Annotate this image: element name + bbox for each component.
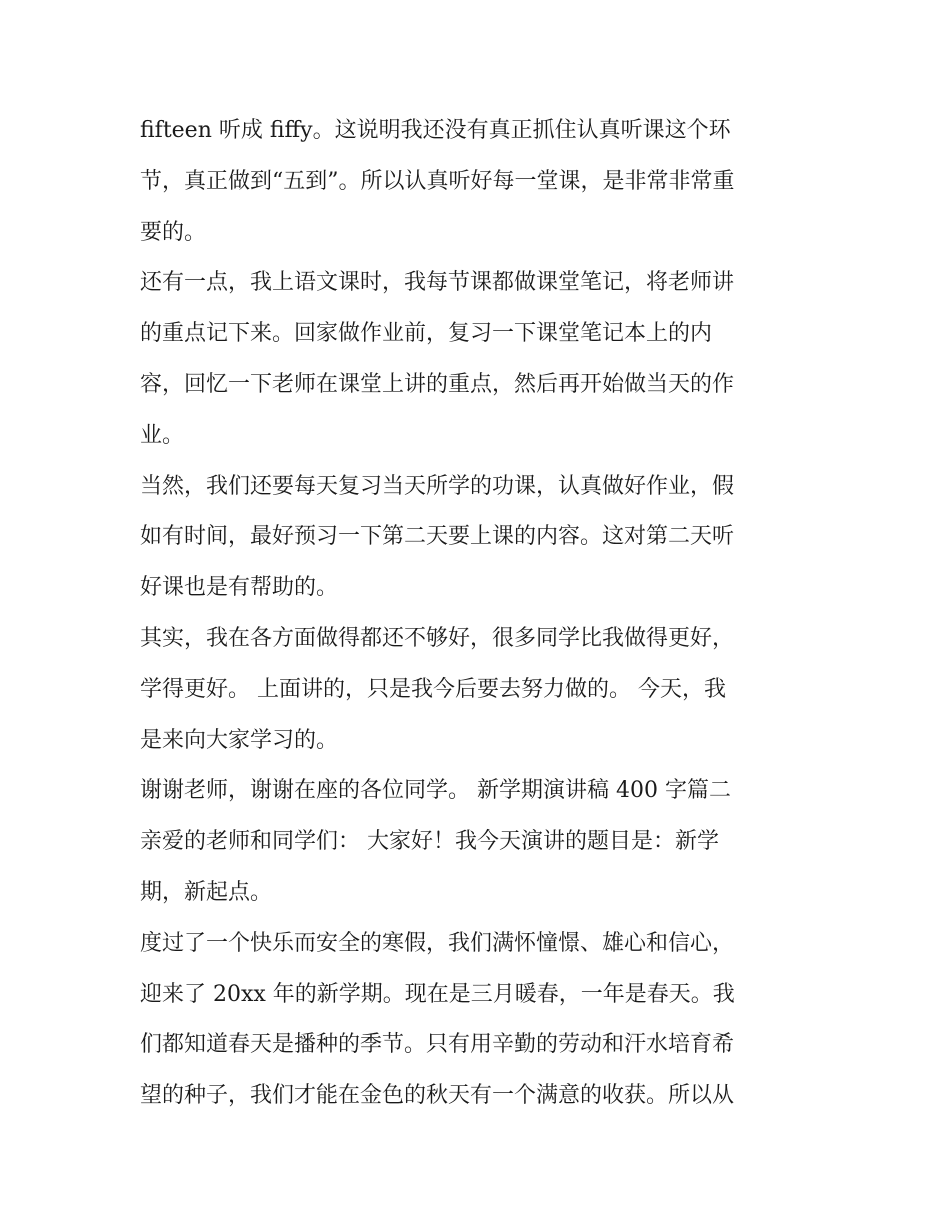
- text-line: 容，回忆一下老师在课堂上讲的重点，然后再开始做当天的作: [140, 371, 735, 397]
- text-line: 好课也是有帮助的。: [140, 575, 339, 601]
- text-line: 当然，我们还要每天复习当天所学的功课，认真做好作业，假: [140, 473, 735, 499]
- text-line: 度过了一个快乐而安全的寒假，我们满怀憧憬、雄心和信心，: [140, 930, 735, 956]
- text-line: 亲爱的老师和同学们： 大家好！我今天演讲的题目是：新学: [140, 829, 719, 855]
- text-line: 节，真正做到“五到”。所以认真听好每一堂课，是非常非常重: [140, 168, 735, 194]
- document-body: [140, 106, 820, 1122]
- text-line: 还有一点，我上语文课时，我每节课都做课堂笔记，将老师讲: [140, 270, 735, 296]
- text-line: 迎来了 20xx 年的新学期。现在是三月暖春，一年是春天。我: [140, 981, 735, 1007]
- text-line: 如有时间，最好预习一下第二天要上课的内容。这对第二天听: [140, 524, 735, 550]
- text-line: 谢谢老师，谢谢在座的各位同学。 新学期演讲稿 400 字篇二: [140, 778, 731, 804]
- text-line: 的重点记下来。回家做作业前，复习一下课堂笔记本上的内: [140, 321, 713, 347]
- text-line: 其实，我在各方面做得都还不够好，很多同学比我做得更好，: [140, 625, 735, 651]
- text-line: 期，新起点。: [140, 879, 273, 905]
- text-line: 学得更好。 上面讲的，只是我今后要去努力做的。 今天，我: [140, 676, 726, 702]
- text-line: 望的种子，我们才能在金色的秋天有一个满意的收获。所以从: [140, 1083, 735, 1109]
- text-line: 们都知道春天是播种的季节。只有用辛勤的劳动和汗水培育希: [140, 1032, 735, 1058]
- text-line: 业。: [140, 422, 185, 448]
- text-line: 是来向大家学习的。: [140, 727, 339, 753]
- text-line: fifteen 听成 fiffy。这说明我还没有真正抓住认真听课这个环: [140, 118, 731, 143]
- text-line: 要的。: [140, 219, 207, 245]
